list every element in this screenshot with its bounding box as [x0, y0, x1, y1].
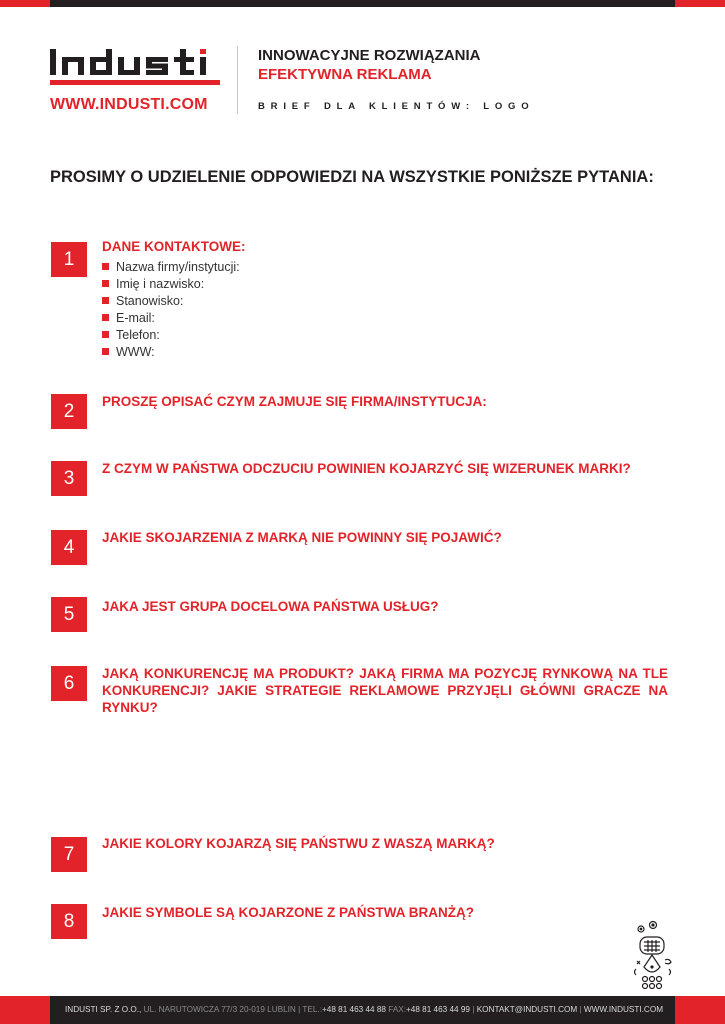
- list-item: [102, 292, 240, 309]
- question-number-badge: 5: [51, 597, 87, 632]
- question-number-badge: 8: [51, 904, 87, 939]
- header-divider: [237, 46, 238, 114]
- tagline-primary: INNOWACYJNE ROZWIĄZANIA: [258, 47, 481, 64]
- top-bar-accent-right: [675, 0, 725, 7]
- list-item-label: Nazwa firmy/instytucji:: [116, 259, 240, 274]
- footer-separator: |: [579, 1005, 582, 1014]
- footer-tel-label: TEL.:: [302, 1005, 322, 1014]
- page-title: PROSIMY O UDZIELENIE ODPOWIEDZI NA WSZYSTKIE PONIŻSZE PYTANIA:: [50, 168, 654, 186]
- bullet-square-icon: [102, 280, 109, 287]
- question-number-badge: 6: [51, 666, 87, 701]
- contact-fields-list: [102, 258, 240, 360]
- footer-fax: +48 81 463 44 99: [406, 1005, 470, 1014]
- footer-tel: +48 81 463 44 88: [322, 1005, 386, 1014]
- footer-accent-left: [0, 996, 50, 1024]
- question-number-badge: 1: [51, 242, 87, 277]
- footer-separator: |: [472, 1005, 475, 1014]
- question-title: JAKA JEST GRUPA DOCELOWA PAŃSTWA USŁUG?: [102, 599, 439, 614]
- question-title: DANE KONTAKTOWE:: [102, 239, 246, 254]
- list-item-label: Telefon:: [116, 327, 160, 342]
- tagline-secondary: EFEKTYWNA REKLAMA: [258, 66, 432, 83]
- bullet-square-icon: [102, 314, 109, 321]
- top-bar: [0, 0, 725, 7]
- list-item-label: Imię i nazwisko:: [116, 276, 205, 291]
- list-item: [102, 309, 240, 326]
- list-item: [102, 258, 240, 275]
- robot-mascot-icon: [631, 917, 675, 991]
- footer-fax-label: FAX:: [388, 1005, 407, 1014]
- list-item: [102, 275, 240, 292]
- list-item-label: E-mail:: [116, 310, 155, 325]
- question-number-badge: 7: [51, 837, 87, 872]
- footer-contact-line: [65, 1005, 663, 1014]
- question-number-badge: 4: [51, 530, 87, 565]
- list-item-label: WWW:: [116, 344, 155, 359]
- question-number-badge: 2: [51, 394, 87, 429]
- industi-logo: [50, 47, 220, 87]
- list-item-label: Stanowisko:: [116, 293, 184, 308]
- list-item: [102, 343, 240, 360]
- question-title: JAKIE KOLORY KOJARZĄ SIĘ PAŃSTWU Z WASZĄ MARKĄ?: [102, 836, 495, 851]
- question-title: JAKIE SKOJARZENIA Z MARKĄ NIE POWINNY SIĘ POJAWIĆ?: [102, 530, 502, 545]
- bullet-square-icon: [102, 263, 109, 270]
- question-title: JAKIE SYMBOLE SĄ KOJARZONE Z PAŃSTWA BRANŻĄ?: [102, 905, 475, 920]
- footer-website[interactable]: WWW.INDUSTI.COM: [583, 1005, 664, 1014]
- footer-email[interactable]: KONTAKT@INDUSTI.COM: [476, 1005, 578, 1014]
- question-title: JAKĄ KONKURENCJĘ MA PRODUKT? JAKĄ FIRMA MA POZYCJĘ RYNKOWĄ NA TLE KONKURENCJI? JAKIE STRATEGIE REKLAMOWE PRZYJĘLI GŁÓWNI GRACZE NA RYNKU?: [102, 666, 668, 715]
- footer: [0, 996, 725, 1024]
- bullet-square-icon: [102, 331, 109, 338]
- question-number-badge: 3: [51, 461, 87, 496]
- bullet-square-icon: [102, 297, 109, 304]
- brief-label: BRIEF DLA KLIENTÓW: LOGO: [258, 101, 535, 112]
- list-item: [102, 326, 240, 343]
- question-title: Z CZYM W PAŃSTWA ODCZUCIU POWINIEN KOJARZYĆ SIĘ WIZERUNEK MARKI?: [102, 461, 631, 476]
- website-link[interactable]: WWW.INDUSTI.COM: [50, 96, 208, 113]
- question-title: PROSZĘ OPISAĆ CZYM ZAJMUJE SIĘ FIRMA/INSTYTUCJA:: [102, 394, 487, 409]
- bullet-square-icon: [102, 348, 109, 355]
- footer-accent-right: [675, 996, 725, 1024]
- footer-address: UL. NARUTOWICZA 77/3 20-019 LUBLIN: [143, 1005, 296, 1014]
- top-bar-accent-left: [0, 0, 50, 7]
- footer-company: INDUSTI SP. Z O.O.,: [65, 1005, 142, 1014]
- footer-separator: |: [298, 1005, 301, 1014]
